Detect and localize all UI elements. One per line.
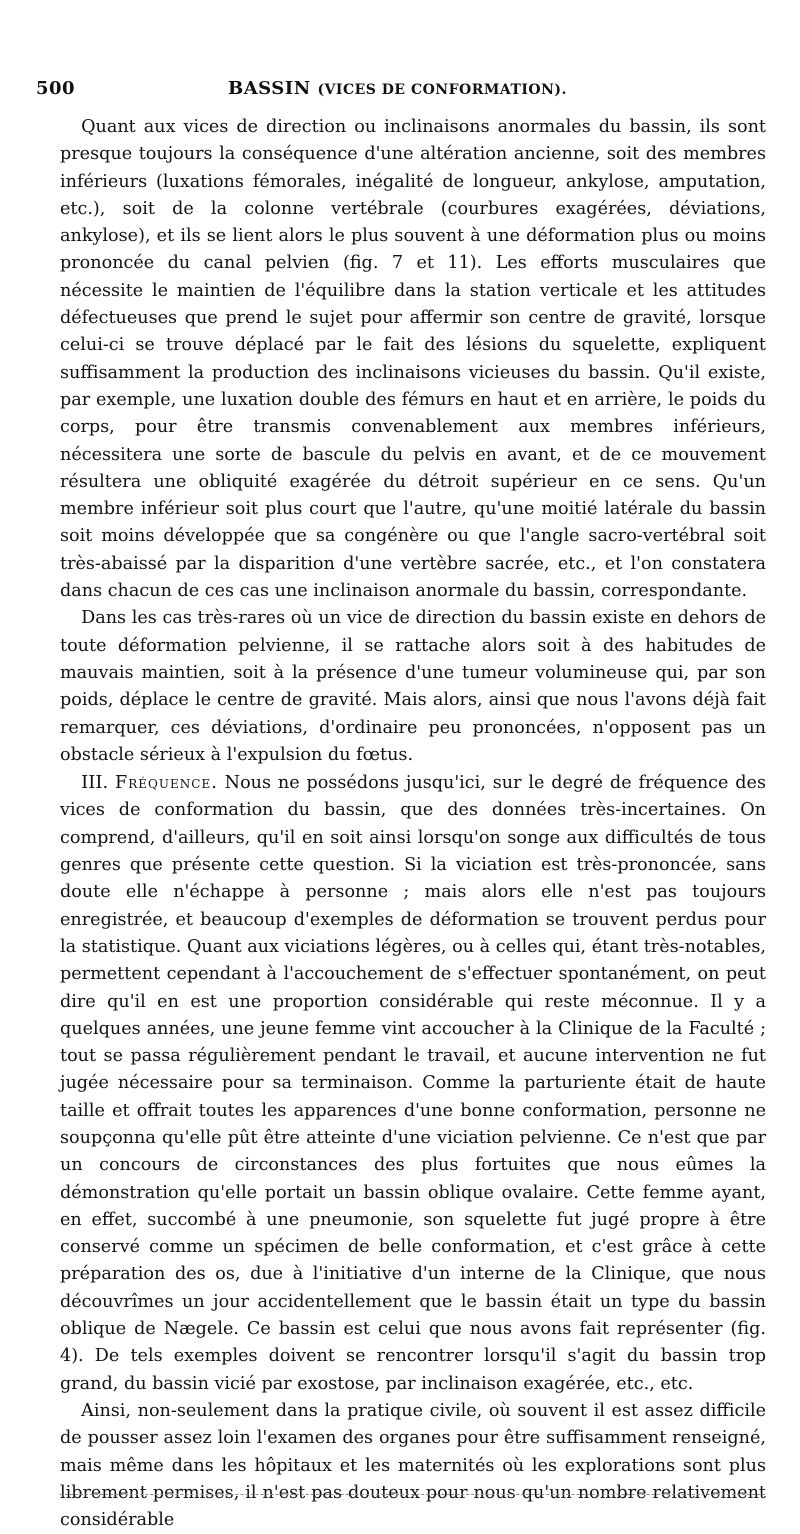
footer-rule	[60, 1494, 765, 1495]
page-number: 500	[36, 78, 76, 99]
paragraph-continuation: Ainsi, non-seulement dans la pratique civile, où souvent il est assez difficile de pousser assez loin l'examen des organes pour être suffisamment renseigné, mais même dans les hôpitaux et les maternités où les explorations sont plus librement permises, il n'est pas douteux pour nous qu'un nombre relativement considérable	[60, 1400, 766, 1531]
running-title-subtitle: (VICES DE CONFORMATION).	[317, 82, 567, 98]
section-body: Nous ne possédons jusqu'ici, sur le degré de fréquence des vices de conformation du bassin, que des données très-incertaines. On comprend, d'ailleurs, qu'il en soit ainsi lorsqu'on songe aux difficultés de tous genres que présente cette question. Si la viciation est très-prononcée, sans doute elle n'échappe à personne ; mais alors elle n'est pas toujours enregistrée, et beaucoup d'exemples de déformation se trouvent perdus pour la statistique. Quant aux viciations légères, ou à celles qui, étant très-notables, permettent cependant à l'accouchement de s'effectuer spontanément, on peut dire qu'il en est une proportion considérable qui reste méconnue. Il y a quelques années, une jeune femme vint accoucher à la Clinique de la Faculté ; tout se passa régulièrement pendant le travail, et aucune intervention ne fut jugée nécessaire pour sa terminaison. Comme la parturiente était de haute taille et offrait toutes les apparences d'une bonne conformation, personne ne soupçonna qu'elle pût être atteinte d'une viciation pelvienne. Ce n'est que par un concours de circonstances des plus fortuites que nous eûmes la démonstration qu'elle portait un bassin oblique ovalaire. Cette femme ayant, en effet, succombé à une pneumonie, son squelette fut jugé propre à être conservé comme un spécimen de belle conformation, et c'est grâce à cette préparation des os, due à l'initiative d'un interne de la Clinique, que nous découvrîmes un jour accidentellement que le bassin était un type du bassin oblique de Nægele. Ce bassin est celui que nous avons fait représenter (fig. 4). De tels exemples doivent se rencontrer lorsqu'il s'agit du bassin trop grand, du bassin vicié par exostose, par inclinaison exagérée, etc., etc.	[60, 773, 766, 1394]
paragraph-rare-cases: Dans les cas très-rares où un vice de direction du bassin existe en dehors de toute déformation pelvienne, il se rattache alors soit à des habitudes de mauvais maintien, soit à la présence d'une tumeur volumineuse qui, par son poids, déplace le centre de gravité. Mais alors, ainsi que nous l'avons déjà fait remarquer, ces déviations, d'ordinaire peu prononcées, n'opposent pas un obstacle sérieux à l'expulsion du fœtus.	[60, 608, 766, 765]
section-title: Fréquence.	[115, 773, 218, 794]
running-title	[228, 78, 567, 99]
section-number: III.	[81, 772, 109, 794]
paragraph-frequency	[60, 769, 766, 1398]
document-page	[36, 78, 766, 1534]
paragraph-direction-vices: Quant aux vices de direction ou inclinaisons anormales du bassin, ils sont presque toujours la conséquence d'une altération ancienne, soit des membres inférieurs (luxations fémorales, inégalité de longueur, ankylose, amputation, etc.), soit de la colonne vertébrale (courbures exagérées, déviations, ankylose), et ils se lient alors le plus souvent à une déformation plus ou moins prononcée du canal pelvien (fig. 7 et 11). Les efforts musculaires que nécessite le maintien de l'équilibre dans la station verticale et les attitudes défectueuses que prend le sujet pour affermir son centre de gravité, lorsque celui-ci se trouve déplacé par le fait des lésions du squelette, expliquent suffisamment la production des inclinaisons vicieuses du bassin. Qu'il existe, par exemple, une luxation double des fémurs en haut et en arrière, le poids du corps, pour être transmis convenablement aux membres inférieurs, nécessitera une sorte de bascule du pelvis en avant, et de ce mouvement résultera une obliquité exagérée du détroit supérieur en ce sens. Qu'un membre inférieur soit plus court que l'autre, qu'une moitié latérale du bassin soit moins développée que sa congénère ou que l'angle sacro-vertébral soit très-abaissé par la disparition d'une vertèbre sacrée, etc., et l'on constatera dans chacun de ces cas une inclinaison anormale du bassin, correspondante.	[60, 117, 766, 602]
page-header	[36, 78, 766, 104]
running-title-main: BASSIN	[228, 78, 311, 99]
